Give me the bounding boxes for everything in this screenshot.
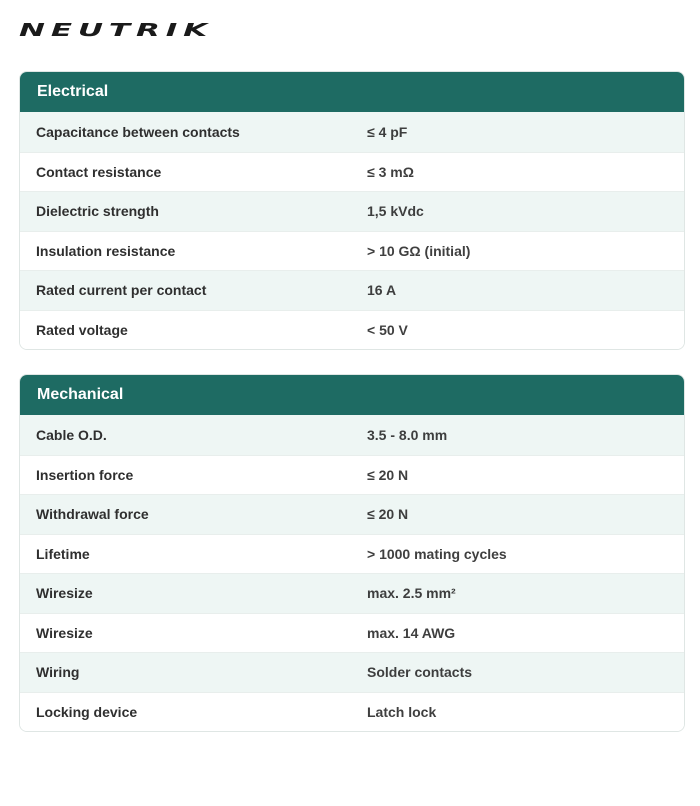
spec-row: [20, 270, 684, 310]
spec-row: [20, 152, 684, 192]
spec-value: > 10 GΩ (initial): [367, 242, 471, 259]
spec-value: 16 A: [367, 282, 397, 299]
spec-label: Rated voltage: [36, 321, 128, 338]
spec-value: max. 2.5 mm²: [367, 585, 456, 602]
spec-label: Wiresize: [36, 585, 93, 602]
spec-value: > 1000 mating cycles: [367, 545, 507, 562]
neutrik-logo: [19, 20, 215, 38]
spec-row: [20, 652, 684, 692]
electrical-rows: [20, 112, 684, 349]
spec-label: Wiring: [36, 664, 80, 681]
spec-row: [20, 415, 684, 455]
spec-label: Wiresize: [36, 624, 93, 641]
spec-label: Dielectric strength: [36, 203, 159, 220]
mechanical-rows: [20, 415, 684, 731]
spec-row: [20, 613, 684, 653]
logo-text: NEUTRIK: [19, 20, 213, 38]
spec-row: [20, 692, 684, 732]
spec-value: ≤ 3 mΩ: [367, 163, 414, 180]
mechanical-header: Mechanical: [20, 375, 684, 415]
spec-row: [20, 310, 684, 350]
spec-row: [20, 573, 684, 613]
spec-value: Solder contacts: [367, 664, 473, 681]
spec-value: ≤ 4 pF: [367, 123, 408, 140]
spec-value: 3.5 - 8.0 mm: [367, 426, 448, 443]
spec-label: Withdrawal force: [36, 506, 149, 523]
mechanical-panel: [19, 374, 685, 732]
spec-row: [20, 455, 684, 495]
spec-label: Insulation resistance: [36, 242, 176, 259]
spec-label: Lifetime: [36, 545, 90, 562]
spec-label: Rated current per contact: [36, 282, 207, 299]
spec-label: Insertion force: [36, 466, 134, 483]
spec-value: Latch lock: [367, 703, 437, 720]
spec-value: ≤ 20 N: [367, 506, 409, 523]
spec-row: [20, 191, 684, 231]
spec-value: 1,5 kVdc: [367, 203, 424, 220]
spec-value: < 50 V: [367, 321, 408, 338]
spec-label: Locking device: [36, 703, 138, 720]
spec-label: Cable O.D.: [36, 426, 107, 443]
spec-row: [20, 112, 684, 152]
spec-row: [20, 231, 684, 271]
spec-value: ≤ 20 N: [367, 466, 409, 483]
spec-label: Capacitance between contacts: [36, 123, 240, 140]
spec-row: [20, 534, 684, 574]
spec-label: Contact resistance: [36, 163, 162, 180]
spec-value: max. 14 AWG: [367, 624, 456, 641]
electrical-header: Electrical: [20, 72, 684, 112]
spec-row: [20, 494, 684, 534]
electrical-panel: [19, 71, 685, 350]
